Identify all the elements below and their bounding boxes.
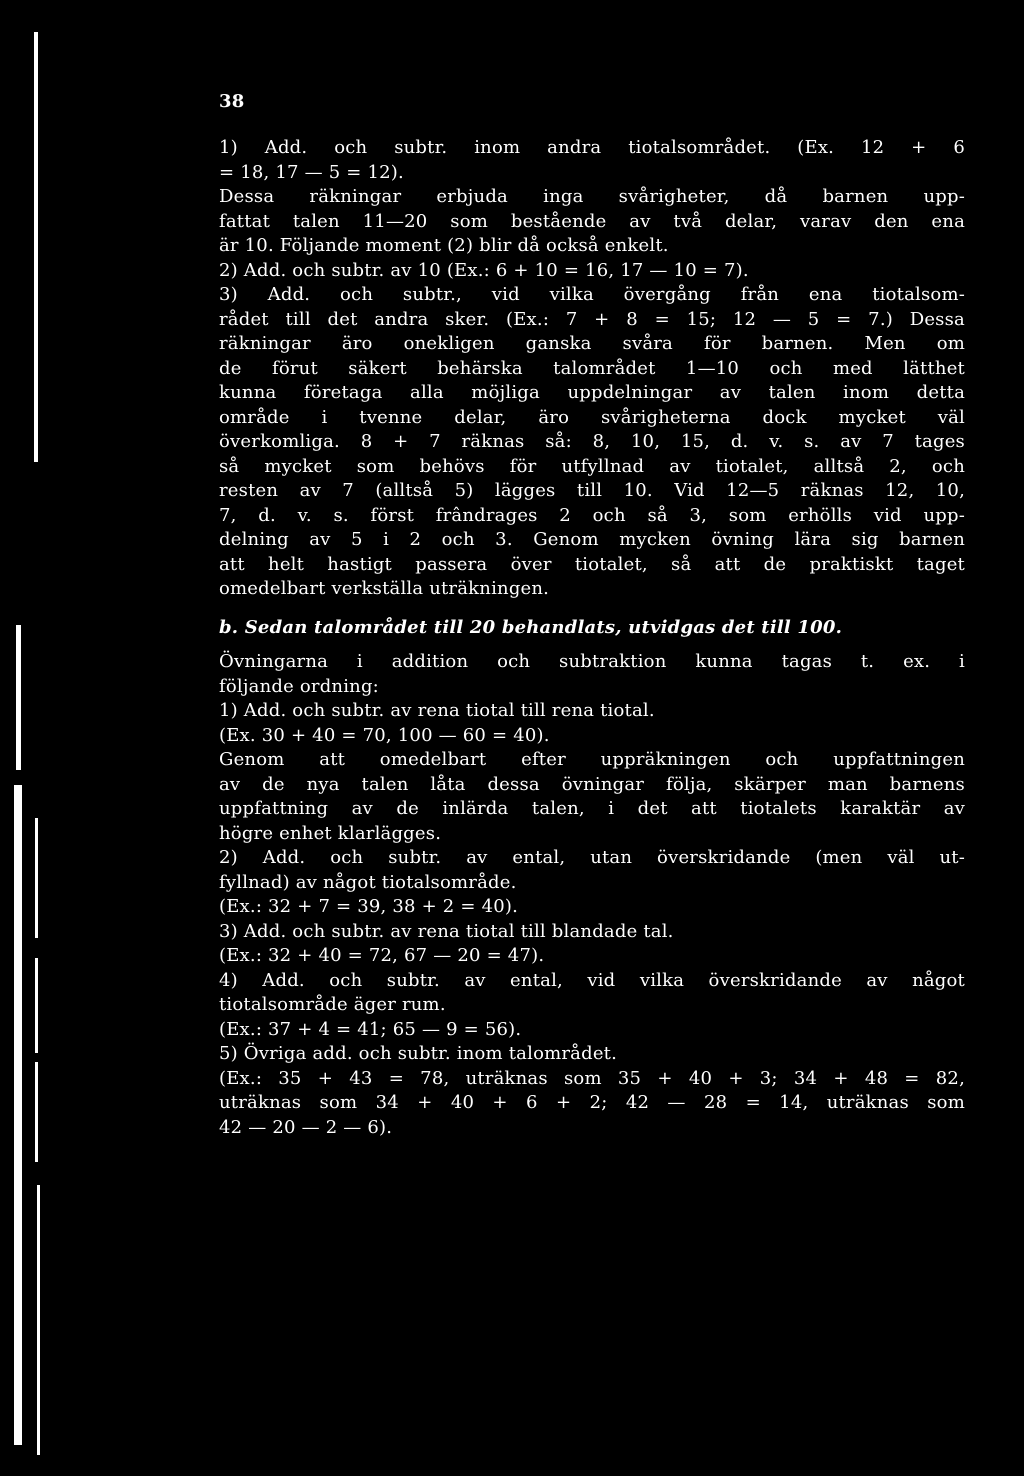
text-line: 3) Add. och subtr. av rena tiotal till blandade tal. xyxy=(219,920,674,942)
text-line: av de nya talen låta dessa övningar följa, skärper man barnens xyxy=(219,773,965,795)
text-line: område i tvenne delar, äro svårigheterna dock mycket väl xyxy=(219,406,965,428)
text-line: överkomliga. 8 + 7 räknas så: 8, 10, 15, d. v. s. av 7 tages xyxy=(219,431,965,452)
scan-edge-mark xyxy=(16,625,21,770)
page-text xyxy=(219,90,965,1140)
text-line: fattat talen 11—20 som bestående av två delar, varav den ena xyxy=(219,210,965,232)
paragraph-section-a xyxy=(219,136,965,602)
scan-edge-mark xyxy=(35,818,38,938)
text-line: så mycket som behövs för utfyllnad av tiotalet, alltså 2, och xyxy=(219,455,965,477)
text-line: Genom att omedelbart efter uppräkningen och uppfattningen xyxy=(219,749,965,770)
text-line: Övningarna i addition och subtraktion kunna tagas t. ex. i xyxy=(219,651,965,672)
scan-edge-mark xyxy=(35,958,38,1053)
text-line: 1) Add. och subtr. inom andra tiotalsområdet. (Ex. 12 + 6 xyxy=(219,137,965,158)
text-line: 3) Add. och subtr., vid vilka övergång från ena tiotalsom- xyxy=(219,284,965,305)
text-line: (Ex.: 32 + 7 = 39, 38 + 2 = 40). xyxy=(219,896,519,917)
text-line: att helt hastigt passera över tiotalet, så att de praktiskt taget xyxy=(219,553,965,575)
text-line: fyllnad) av något tiotalsområde. xyxy=(219,871,517,893)
text-line: (Ex.: 35 + 43 = 78, uträknas som 35 + 40 + 3; 34 + 48 = 82, xyxy=(219,1067,965,1089)
paragraph-section-b xyxy=(219,650,965,1140)
text-line: (Ex. 30 + 40 = 70, 100 — 60 = 40). xyxy=(219,724,550,746)
text-line: (Ex.: 32 + 40 = 72, 67 — 20 = 47). xyxy=(219,945,545,966)
text-line: 2) Add. och subtr. av ental, utan överskridande (men väl ut- xyxy=(219,847,965,868)
scan-edge-mark xyxy=(35,1062,38,1162)
text-line: högre enhet klarlägges. xyxy=(219,822,442,844)
text-line: 5) Övriga add. och subtr. inom talområdet. xyxy=(219,1043,618,1064)
text-line: är 10. Följande moment (2) blir då också enkelt. xyxy=(219,235,669,256)
section-heading: b. Sedan talområdet till 20 behandlats, utvidgas det till 100. xyxy=(219,616,843,638)
page-number: 38 xyxy=(219,91,245,112)
text-line: resten av 7 (alltså 5) lägges till 10. Vid 12—5 räknas 12, 10, xyxy=(219,480,965,501)
scan-edge-mark xyxy=(14,785,22,1445)
scan-edge-mark xyxy=(37,1185,40,1455)
text-line: tiotalsområde äger rum. xyxy=(219,994,446,1015)
text-line: 2) Add. och subtr. av 10 (Ex.: 6 + 10 = 16, 17 — 10 = 7). xyxy=(219,259,749,281)
text-line: de förut säkert behärska talområdet 1—10 och med lätthet xyxy=(219,357,965,379)
text-line: delning av 5 i 2 och 3. Genom mycken övning lära sig barnen xyxy=(219,529,965,550)
text-line: = 18, 17 — 5 = 12). xyxy=(219,161,404,183)
text-line: uträknas som 34 + 40 + 6 + 2; 42 — 28 = 14, uträknas som xyxy=(219,1092,965,1113)
text-line: kunna företaga alla möjliga uppdelningar av talen inom detta xyxy=(219,382,965,403)
text-line: 7, d. v. s. först frândrages 2 och så 3, som erhölls vid upp- xyxy=(219,504,965,526)
text-line: följande ordning: xyxy=(219,675,379,697)
text-line: uppfattning av de inlärda talen, i det att tiotalets karaktär av xyxy=(219,798,965,819)
text-line: omedelbart verkställa uträkningen. xyxy=(219,578,550,599)
text-line: 4) Add. och subtr. av ental, vid vilka överskridande av något xyxy=(219,969,965,991)
text-line: (Ex.: 37 + 4 = 41; 65 — 9 = 56). xyxy=(219,1018,522,1040)
scan-edge-mark xyxy=(34,32,38,462)
text-line: 1) Add. och subtr. av rena tiotal till rena tiotal. xyxy=(219,700,655,721)
text-line: räkningar äro onekligen ganska svåra för barnen. Men om xyxy=(219,333,965,354)
text-line: Dessa räkningar erbjuda inga svårigheter, då barnen upp- xyxy=(219,186,965,207)
text-line: 42 — 20 — 2 — 6). xyxy=(219,1116,393,1138)
text-line: rådet till det andra sker. (Ex.: 7 + 8 = 15; 12 — 5 = 7.) Dessa xyxy=(219,308,965,330)
